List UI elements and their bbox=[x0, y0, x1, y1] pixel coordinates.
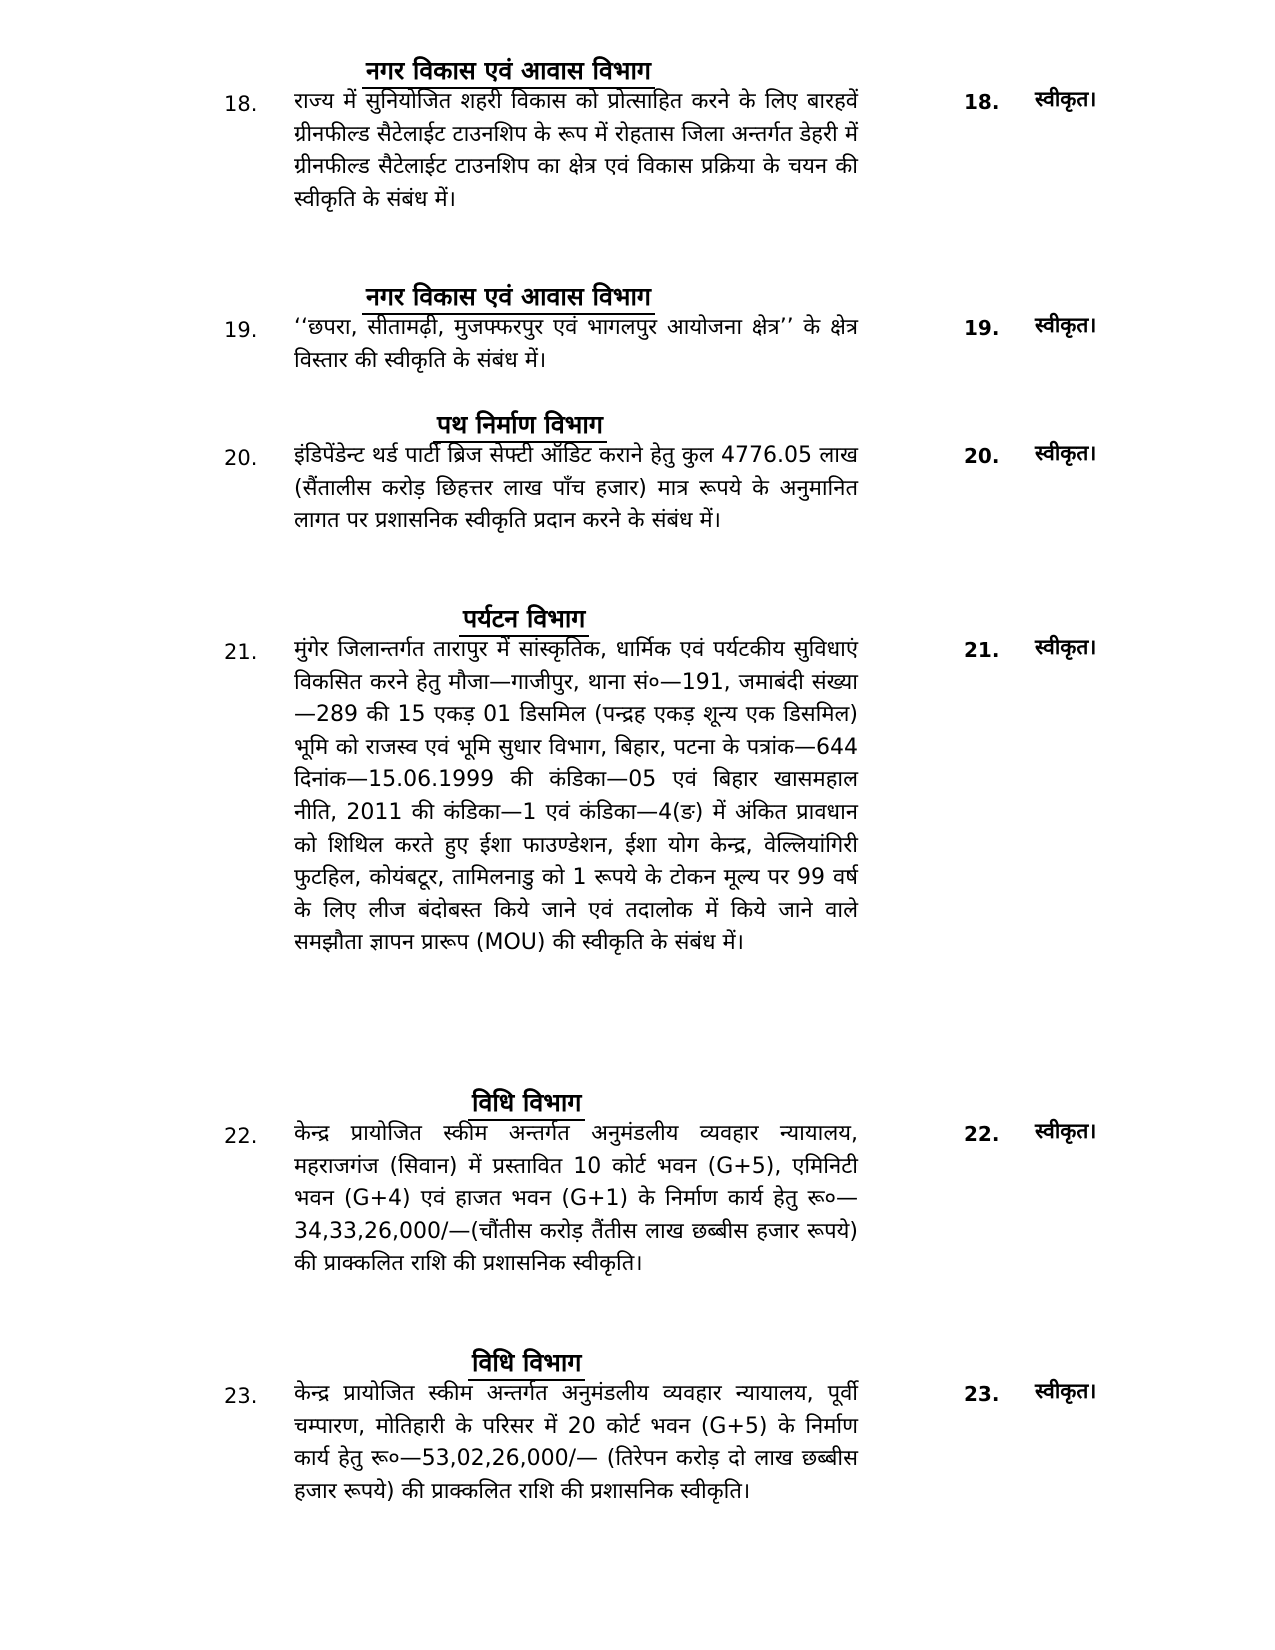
status-approved: स्वीकृत। bbox=[1035, 1379, 1097, 1403]
department-heading: पथ निर्माण विभाग bbox=[433, 410, 607, 443]
item-description: केन्द्र प्रायोजित स्कीम अन्तर्गत अनुमंडलीय व्यवहार न्यायालय, पूर्वी चम्पारण, मोतिहारी के परिसर में 20 कोर्ट भवन (G+5) के निर्माण कार्य हेतु रू०—53,02,26,000/— (तिरेपन करोड़ दो लाख छब्बीस हजार रूपये) की प्राक्कलित राशि की प्रशासनिक स्वीकृति। bbox=[294, 1381, 858, 1504]
status-approved: स्वीकृत। bbox=[1035, 635, 1097, 659]
department-heading: विधि विभाग bbox=[468, 1088, 585, 1121]
status-approved: स्वीकृत। bbox=[1035, 1119, 1097, 1143]
department-heading: नगर विकास एवं आवास विभाग bbox=[362, 56, 655, 89]
item-description: ‘‘छपरा, सीतामढ़ी, मुजफ्फरपुर एवं भागलपुर आयोजना क्षेत्र’’ के क्षेत्र विस्तार की स्वीकृति के संबंध में। bbox=[294, 315, 858, 373]
department-heading: पर्यटन विभाग bbox=[459, 604, 589, 637]
item-description: मुंगेर जिलान्तर्गत तारापुर में सांस्कृतिक, धार्मिक एवं पर्यटकीय सुविधाएं विकसित करने हेतु मौजा—गाजीपुर, थाना सं०—191, जमाबंदी संख्या—289 की 15 एकड़ 01 डिसमिल (पन्द्रह एकड़ शून्य एक डिसमिल) भूमि को राजस्व एवं भूमि सुधार विभाग, बिहार, पटना के पत्रांक—644 दिनांक—15.06.1999 की कंडिका—05 एवं बिहार खासमहाल नीति, 2011 की कंडिका—1 एवं कंडिका—4(ङ) में अंकित प्रावधान को शिथिल करते हुए ईशा फाउण्डेशन, ईशा योग केन्द्र, वेल्लियांगिरी फुटहिल, कोयंबटूर, तामिलनाडु को 1 रूपये के टोकन मूल्य पर 99 वर्ष के लिए लीज बंदोबस्त किये जाने एवं तदालोक में किये जाने वाले समझौता ज्ञापन प्रारूप (MOU) की स्वीकृति के संबंध में। bbox=[294, 637, 858, 956]
status-approved: स्वीकृत। bbox=[1035, 87, 1097, 111]
item-number: 20. bbox=[224, 446, 258, 470]
item-description: राज्य में सुनियोजित शहरी विकास को प्रोत्साहित करने के लिए बारहवें ग्रीनफील्ड सैटेलाईट टाउनशिप के रूप में रोहतास जिला अन्तर्गत डेहरी में ग्रीनफील्ड सैटेलाईट टाउनशिप का क्षेत्र एवं विकास प्रक्रिया के चयन की स्वीकृति के संबंध में। bbox=[294, 89, 858, 212]
item-number: 21. bbox=[224, 640, 258, 664]
item-description: इंडिपेंडेन्ट थर्ड पार्टी ब्रिज सेफ्टी ऑडिट कराने हेतु कुल 4776.05 लाख (सैंतालीस करोड़ छिहत्तर लाख पाँच हजार) मात्र रूपये के अनुमानित लागत पर प्रशासनिक स्वीकृति प्रदान करने के संबंध में। bbox=[294, 443, 858, 534]
result-number: 18. bbox=[964, 90, 1000, 114]
item-number: 22. bbox=[224, 1124, 258, 1148]
status-approved: स्वीकृत। bbox=[1035, 441, 1097, 465]
item-number: 18. bbox=[224, 92, 258, 116]
result-number: 21. bbox=[964, 638, 1000, 662]
department-heading: नगर विकास एवं आवास विभाग bbox=[362, 282, 655, 315]
status-approved: स्वीकृत। bbox=[1035, 313, 1097, 337]
result-number: 20. bbox=[964, 444, 1000, 468]
item-number: 19. bbox=[224, 318, 258, 342]
result-number: 22. bbox=[964, 1122, 1000, 1146]
item-number: 23. bbox=[224, 1384, 258, 1408]
result-number: 23. bbox=[964, 1382, 1000, 1406]
item-description: केन्द्र प्रायोजित स्कीम अन्तर्गत अनुमंडलीय व्यवहार न्यायालय, महराजगंज (सिवान) में प्रस्तावित 10 कोर्ट भवन (G+5), एमिनिटी भवन (G+4) एवं हाजत भवन (G+1) के निर्माण कार्य हेतु रू०—34,33,26,000/—(चौंतीस करोड़ तैंतीस लाख छब्बीस हजार रूपये) की प्राक्कलित राशि की प्रशासनिक स्वीकृति। bbox=[294, 1121, 858, 1277]
result-number: 19. bbox=[964, 316, 1000, 340]
department-heading: विधि विभाग bbox=[468, 1348, 585, 1381]
